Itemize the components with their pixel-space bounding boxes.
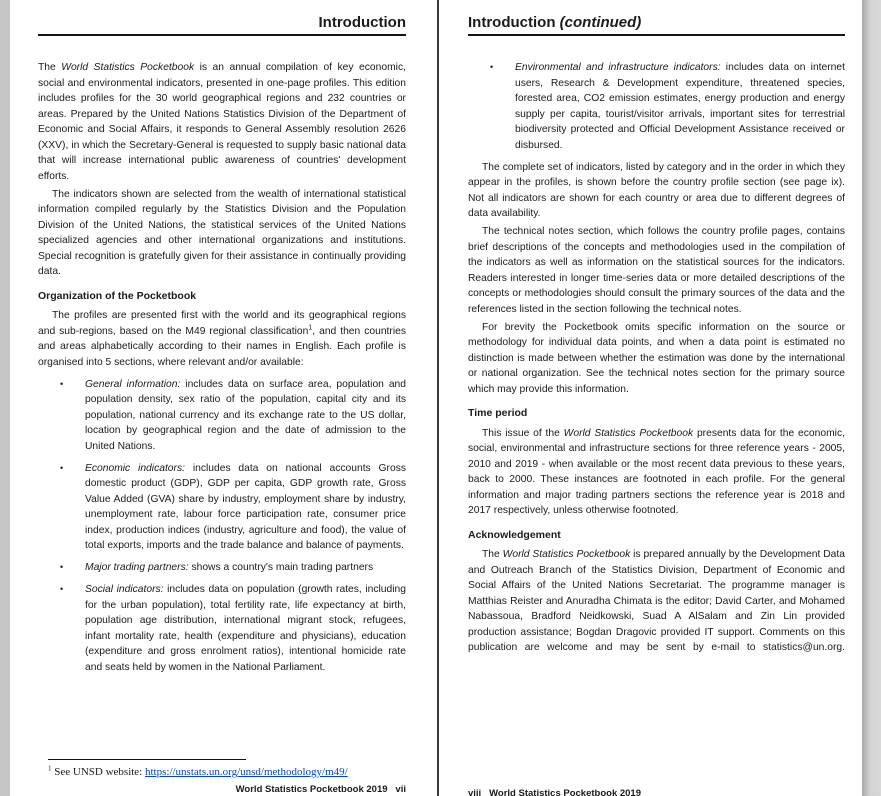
footnote-link[interactable]: https://unstats.un.org/unsd/methodology/m49/	[145, 766, 348, 778]
right-margin-edge	[862, 0, 881, 796]
right-page	[439, 0, 862, 796]
footnote-divider	[48, 759, 246, 761]
bullet-item	[38, 582, 406, 675]
footnote	[48, 759, 416, 780]
paragraph: The World Statistics Pocketbook is prepared annually by the Development Data and Outreach Branch of the Statistics Division, Department of Economic and Social Affairs of the United Nations Secretariat. The programme manager is Matthias Reister and Anuradha Chimata is the editor; David Carter, and Mohamed Nabassoua, Bradford Neidkowski, Suad A AlSalam and Zin Lin provided production assistance; Bogdan Dragovic provided IT support. Comments on this publication are welcome and may be sent by e-mail to statistics@un.org.	[468, 549, 845, 653]
section-heading: Acknowledgement	[468, 528, 561, 541]
bullet-icon: •	[60, 562, 64, 572]
section-heading: Organization of the Pocketbook	[38, 289, 197, 302]
bullet-icon: •	[490, 62, 494, 72]
bullet-icon: •	[60, 378, 64, 389]
bullet-text: Environmental and infrastructure indicators: includes data on internet users, Research & Development expenditure, threatened species, forested area, CO2 emission estimates, energy production and energy supply per capita, tourist/visitor arrivals, important sites for terrestrial biodiversity protected and Official Development Assistance received or disbursed.	[515, 62, 846, 151]
paragraph: This issue of the World Statistics Pocketbook presents data for the economic, social, environmental and infrastructure sections for three reference years - 2005, 2010 and 2019 - when available or the most recent data previous to these years, back to 2000. These instances are footnoted in each profile. For the general information and major trading partners sections the reference year is 2018 and 2017 respectively, unless otherwise footnoted.	[468, 427, 845, 516]
paragraph: The complete set of indicators, listed by category and in the order in which they appear in the profiles, is shown before the country profile section (see page ix). Not all indicators are shown for each country or area due to different degrees of data availability.	[468, 161, 845, 219]
bullet-text: General information: includes data on surface area, population and population density, sex ratio of the population, capital city and its population, national currency and its exchange rate to the US dollar, location by geographical region and the date of admission to the United Nations.	[85, 378, 406, 452]
footnote-text	[48, 766, 348, 778]
left-page-header	[38, 14, 406, 36]
left-page-footer: World Statistics Pocketbook 2019 vii	[235, 784, 406, 795]
page-title-suffix: (continued)	[559, 14, 642, 31]
paragraph: The profiles are presented first with the world and its geographical regions and sub-regions, based on the M49 regional classification$^1$, and then countries and areas alphabetically according to their names in English. Each profile is organised into 5 sections, where relevant and/or available:	[38, 310, 406, 368]
page-title-continued: Introduction	[468, 14, 560, 31]
footnote-marker: 1	[48, 764, 52, 773]
bullet-item	[468, 60, 845, 153]
paragraph: The indicators shown are selected from the wealth of international statistical information compiled regularly by the Statistics Division and the Population Division of the United Nations, the statistical services of the United Nations specialized agencies and other international organizations and institutions. Special recognition is gratefully given for their assistance in continually providing data.	[38, 188, 406, 277]
paragraph: The World Statistics Pocketbook is an annual compilation of key economic, social and environmental indicators, presented in one-page profiles. This edition includes profiles for the 30 world geographical regions and 232 countries or areas. Prepared by the United Nations Statistics Division of the Department of Economic and Social Affairs, it responds to General Assembly resolution 2626 (XXV), in which the Secretary-General is requested to supply basic national data that will increase international public awareness of countries' development efforts.	[38, 62, 406, 182]
right-page-header	[468, 14, 845, 36]
right-page-footer: viii World Statistics Pocketbook 2019	[468, 788, 641, 796]
bullet-icon: •	[60, 462, 64, 473]
bullet-item	[38, 461, 406, 554]
page-title: Introduction	[318, 14, 406, 31]
bullet-text: Social indicators: includes data on population (growth rates, including for the urban population), total fertility rate, life expectancy at birth, population age distribution, international migrant stock, refugees, infant mortality rate, health (expenditure and physicians), education (expenditure and gross enrolment ratios), intentional homicide rate and seats held by women in the National Parliament.	[85, 584, 406, 673]
bullet-item	[38, 377, 406, 455]
paragraph: The technical notes section, which follows the country profile pages, contains brief descriptions of the concepts and methodologies used in the compilation of the indicators as well as information on the statistical sources for the indicators. Readers interested in longer time-series data or more detailed descriptions of the concepts or methodologies should consult the primary sources of the data and the references listed in the section following the technical notes.	[468, 226, 845, 315]
left-page-body	[38, 60, 406, 675]
bullet-icon: •	[60, 584, 64, 594]
bullet-text: Economic indicators: includes data on national accounts Gross domestic product (GDP), GDP per capita, GDP growth rate, Gross Value Added (GVA) share by industry, employment share by industry, unemployment rate, labour force participation rate, consumer price index, production indices (industry, agriculture and food), the value of total exports, imports and the trade balance and balance of payments.	[85, 462, 407, 551]
left-margin-edge	[0, 0, 10, 796]
right-page-body	[468, 60, 845, 656]
footnote-label: See UNSD website:	[51, 766, 145, 778]
section-heading: Time period	[468, 407, 528, 419]
paragraph: For brevity the Pocketbook omits specific information on the source or methodology for individual data points, and when a data point is estimated no distinction is made between whether the estimation was done by the international or national organization. See the technical notes section for the primary source which may provide this information.	[468, 321, 845, 395]
bullet-item	[38, 560, 406, 576]
left-page	[10, 0, 437, 796]
bullet-text: Major trading partners: shows a country's main trading partners	[85, 562, 374, 573]
